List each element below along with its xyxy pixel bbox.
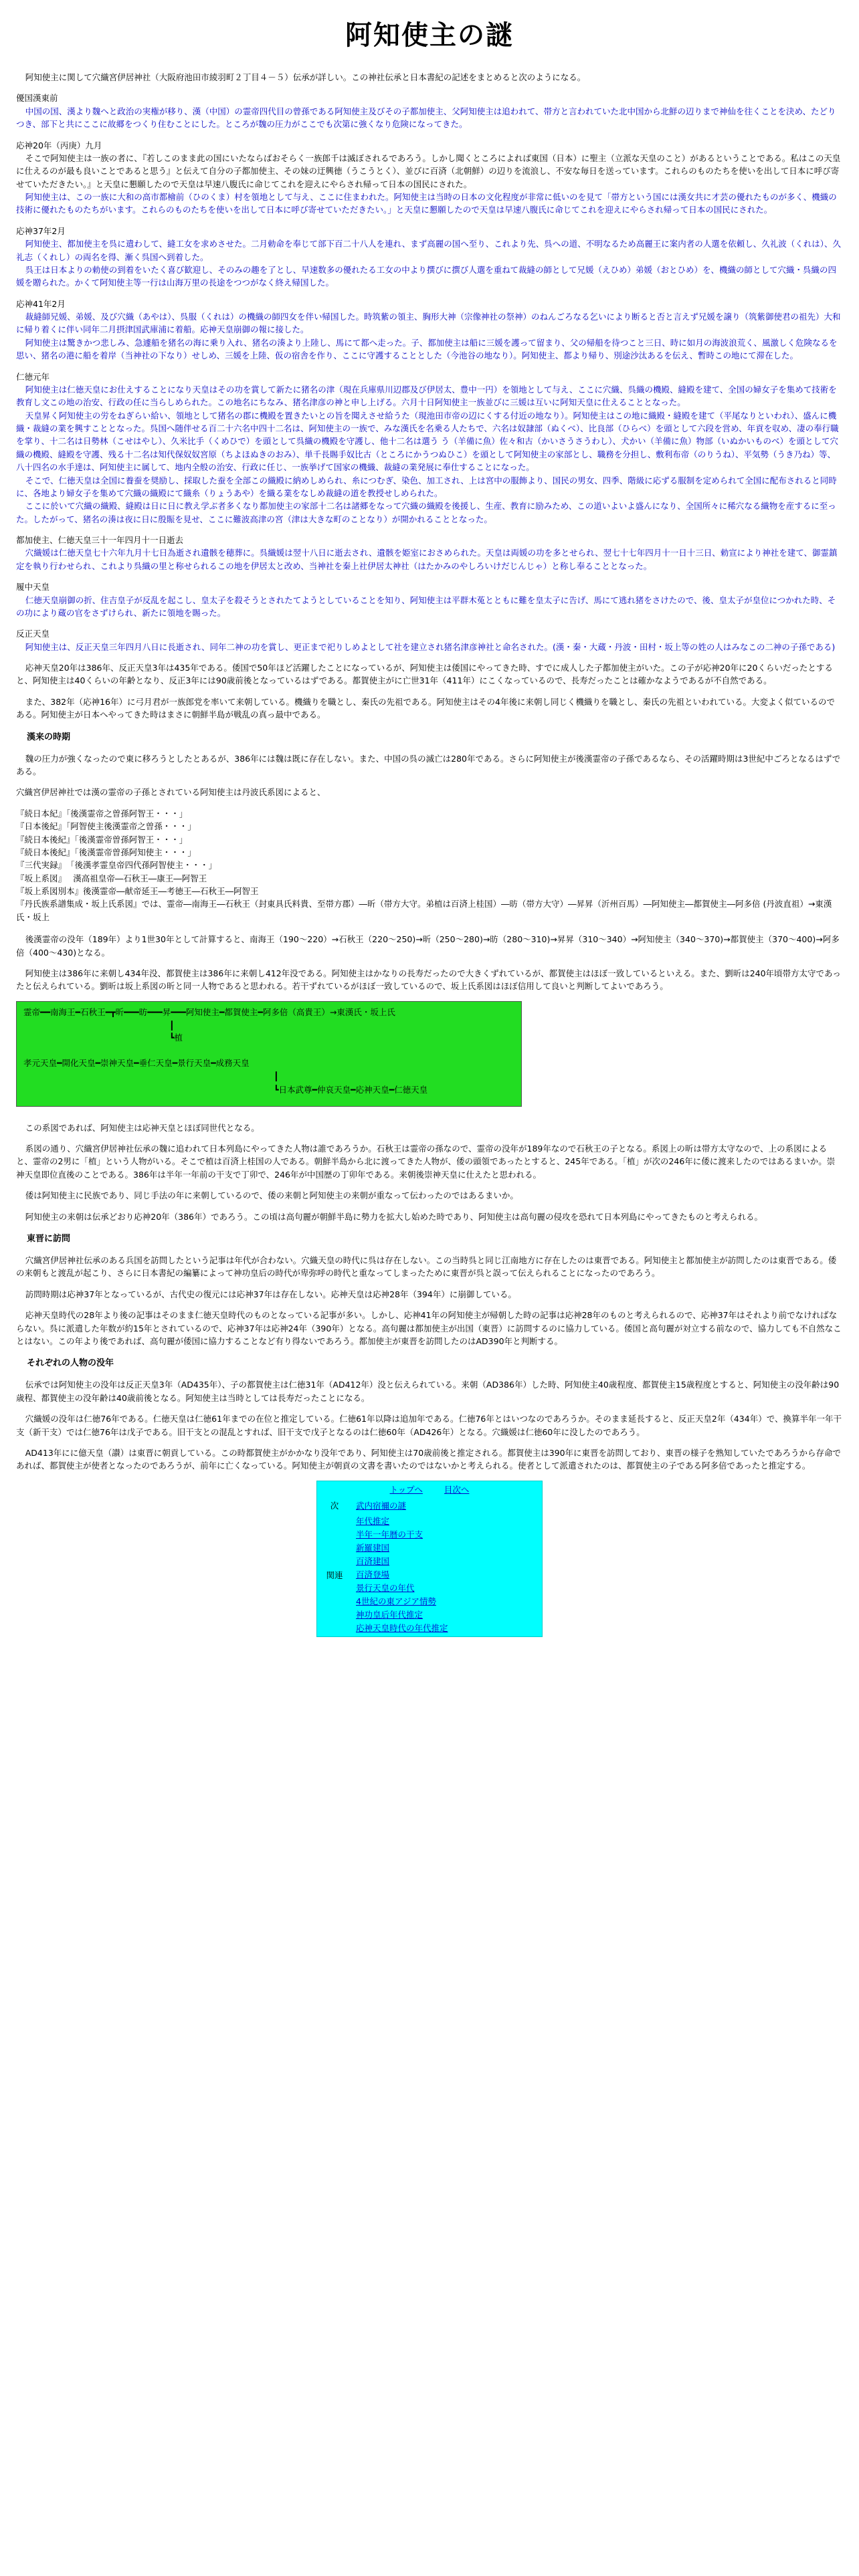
legend-section bbox=[16, 225, 843, 290]
tojin-para-1: 穴織宮伊居神社伝承のある兵国を訪問したという記事は年代が合わない。穴織天皇の時代に呉は存在しない。この当時呉と同じ江南地方に存在したのは東晋である。阿知使主と都加使主が訪問したのは東晋である。倭の来朝もと渡乱が起こり、さらに日本書紀の編纂によって神功皇后の時代が卑弥呼の時代と重なってしまったために東晋が呉と誤って伝えられることになったのであろう。 bbox=[16, 1255, 837, 1279]
genealogy-intro: 穴織宮伊居神社では漢の霊帝の子孫とされている阿知使主は丹波氏系図によると、 bbox=[16, 787, 326, 798]
page-title: 阿知使主の謎 bbox=[345, 20, 514, 51]
section-header: 仁徳元年 bbox=[16, 371, 50, 382]
section-header: 応神41年2月 bbox=[16, 298, 66, 309]
related-links bbox=[352, 1513, 542, 1636]
section-header: 応神20年（丙庚）九月 bbox=[16, 140, 102, 150]
lineage-line: ┃ bbox=[169, 1020, 175, 1031]
section-header: 優国漢東前 bbox=[16, 93, 58, 104]
legend-section bbox=[16, 580, 843, 619]
genealogy-line: 『続日本紀』「後漢霊帝之曽孫阿智王・・・」 bbox=[16, 808, 188, 819]
lineage-line: 霊帝━━南海王━石秋王━┳昕━━━昉━━━昇━━━阿知使主━都賀使主━阿多倍（高貴王）→東漢氏・坂上氏 bbox=[23, 1006, 395, 1017]
section-paragraph: 阿知使主、都加使主を呉に遣わして、縫工女を求めさせた。二月勅命を奉じて部下百二十八人を連れ、まず高麗の国へ至り、これより先、呉への道、不明なるため高麗王に案内者の人選を依頼し、久礼波（くれは）、久礼志（くれし）の両名を得、漸く呉国へ到着した。 bbox=[16, 239, 842, 262]
genealogy-line: 『続日本後紀』「後漢霊帝曽孫阿知使主・・・」 bbox=[16, 847, 196, 857]
section-header: 履中天皇 bbox=[16, 582, 50, 593]
related-link[interactable]: 応神天皇時代の年代推定 bbox=[356, 1623, 448, 1634]
nav-related-label: 関連 bbox=[326, 1570, 343, 1580]
after-chart-2: 系図の通り、穴織宮伊居神社伝承の魏に追われて日本列島にやってきた人物は誰であろうか。石秋王は霊帝の孫なので、霊帝の没年が189年なので石秋王の子となる。系図上の昕は帯方太守なので、上の系図によると、霊帝の2男に「植」という人物がいる。そこで植は百済上桂国の人である。朝鮮半島から北に渡ってきた人物が、倭の頭領であったとすると、245年である。「植」が次の246年に倭に渡来したのではあるまいか。崇神天皇即位直後のことである。386年は半年一年前の干支で丁卯で、246年が中国歴の丁卯年である。来朝後崇神天皇に仕えたと思われる。 bbox=[16, 1144, 836, 1180]
link-next[interactable]: 武内宿禰の謎 bbox=[356, 1501, 407, 1511]
related-link-row bbox=[356, 1515, 538, 1528]
legend-section bbox=[16, 92, 843, 130]
legend-section bbox=[16, 139, 843, 217]
related-link[interactable]: 4世紀の東アジア情勢 bbox=[356, 1596, 436, 1607]
botsunen-para-3: AD413年にに億天皇（讃）は東晋に朝貢している。この時都賀使主がかかなり没年であり、阿知使主は70歳前後と推定される。都賀使主は390年に東晋を訪問しており、東晋の様子を熟知していたであろうから存命であれば、都賀使主が使者となったのであろうが、前年に亡くなっている。阿知使主が朝貢の文書を書いたのではないかと考えられる。使者として派遣されたのは、都賀使主の子である阿多倍であったと推定する。 bbox=[16, 1447, 842, 1471]
section-paragraph: 中国の国、漢より魏へと政治の実権が移り、漢（中国）の霊帝四代目の曾孫である阿知使主及びその子都加使主、父阿知使主は追われて、帯方と言われていた北中国から北鮮の辺りまで神仙を往くことを決め、たどりつき、部下と共にここに故郷をつくり住むことにした。ところが魏の圧力がここでも次第に強くなり危険になってきた。 bbox=[16, 106, 836, 130]
section-paragraph: 天皇昇く阿知使主の労をねぎらい給い、領地として猪名の郡に機殿を置きたいとの旨を聞えさせ給うた（現池田市帝の辺にくする付近の地なり）。阿知使主はこの地に織殿・縫殿を建て（平尾なりといわれ）、盛んに機織・裁縫の業を興すこととなった。呉国へ随伴せる百二十六名中四十二名は、阿知使主の一族で、みな漢氏を名乗る人たちで、六名は奴隷部（ぬくべ）、比良部（ひらべ）を頭として六段を営め、年貢を収め、凄の奉行職を掌り、十二名は日勢林（こせはやし）、久米比手（くめひで）を頭として呉織の機殿を守護し、他十二名は選う う（羊備に魚）佐々和古（かいさうさうわし）、犬かい（羊備に魚）物部（いぬかいものべ）を頭として穴織の機殿、縫殿を守護、残る十二名は知代保奴奴宮原（ちよほぬきのおみ）、単千長賜手奴比古（ところにかうつぬひこ）を頭として阿知使主の家部とし、職務を分担し、敷利布帝（のりうね）、平気勢（うき乃ね）等、八十四名の水手達は、阿知使主に属して、地内全般の治安、行政に任じ、一族挙げて国家の機織、裁縫の業発展に奉仕することになった。 bbox=[16, 410, 839, 473]
analysis-para-2: また、382年（応神16年）に弓月君が一族郎党を率いて来朝している。機織りを職とし、秦氏の先祖である。阿知使主はその4年後に来朝し同じく機織りを職とし、秦氏の先祖といわれている。大変よく似ているのである。阿知使主が日本へやってきた時はまさに朝鮮半島が戦乱の真っ最中である。 bbox=[16, 696, 835, 720]
genealogy-list bbox=[16, 807, 843, 924]
section-paragraph: 裁縫師兄媛、弟媛、及び穴織（あやは）、呉服（くれは）の機織の師四女を伴い帰国した。時筑紫の領主、胸形大神（宗像神社の祭神）のねんごろなる乞いにより断ると否と言えず兄媛を譲り（筑紫御使君の祖先）大和に帰り着くに伴い同年二月摂津国武庫浦に着船。応神天皇崩御の報に接した。 bbox=[16, 312, 841, 335]
genealogy-line: 『三代実録』 「後漢孝霊皇帝四代孫阿智使主・・・」 bbox=[16, 860, 217, 871]
related-link-row bbox=[356, 1528, 538, 1541]
related-link-row bbox=[356, 1595, 538, 1608]
lineage-line: ┃ bbox=[274, 1071, 279, 1081]
section-paragraph: 呉王は日本よりの勅使の到着をいたく喜び歓迎し、そのみの趣を了とし、早速数多の優れたる工女の中より撰びに撰び人選を重ねて裁縫の師として兄媛（えひめ）弟媛（おとひめ）を、機織の師として穴織・呉織の四媛を贈られた。かくて阿知使主等一行は山海万里の長途をつつがなく終え帰国した。 bbox=[16, 264, 836, 288]
nav-next-label: 次 bbox=[330, 1501, 339, 1511]
section-header: 応神37年2月 bbox=[16, 225, 66, 236]
section-paragraph: 仁徳天皇崩御の折、住吉皇子が反乱を起こし、皇太子を殺そうとされたてようとしていることを知り、阿知使主は平群木菟とともに難を皇太子に告げ、馬にて逃れ猪をさけたので、後、皇太子が皇位につかれた時、その功により蔵の官をさずけられ、新たに領地を賜った。 bbox=[16, 595, 836, 618]
related-link-row bbox=[356, 1608, 538, 1622]
related-link[interactable]: 景行天皇の年代 bbox=[356, 1583, 415, 1594]
related-link[interactable]: 新羅建国 bbox=[356, 1543, 390, 1553]
link-index[interactable]: 目次へ bbox=[444, 1484, 470, 1495]
genealogy-after-1: 後漢霊帝の没年（189年）より1世30年として計算すると、南海王（190～220）→石秋王（220～250)→昕（250～280)→昉（280～310)→昇昇（310～340）→阿知使主（340～370)→都賀使主（370～400)→阿多倍（400～430)となる。 bbox=[16, 934, 840, 958]
link-top[interactable]: トップへ bbox=[389, 1484, 423, 1495]
related-link[interactable]: 百済建国 bbox=[356, 1556, 390, 1567]
heading-kanki: 漢来の時期 bbox=[27, 732, 71, 742]
legend-section bbox=[16, 627, 843, 653]
section-paragraph: 阿知使主は仁徳天皇にお仕えすることになり天皇はその功を賞して新たに猪名の津（現在兵庫県川辺郡及び伊居太、豊中一円）を領地として与え、ここに穴織、呉織の機殿、縫殿を建て、全国の婦女子を集めて技術を教育し文この地の治安、行政の任に当らしめられた。この地名にちなみ、猪名津彦の神と申し上げる。六月十日阿知使主一族並びに三媛は互いに阿知天皇に仕えることとなった。 bbox=[16, 384, 837, 408]
kanki-para-1: 魏の圧力が強くなったので東に移ろうとしたとあるが、386年には魏は既に存在しない。また、中国の呉の滅亡は280年である。さらに阿知使主が後漢霊帝の子孫であるなら、その活躍時期は3世紀中ごろとなるはずである。 bbox=[16, 753, 841, 777]
related-link-row bbox=[356, 1568, 538, 1582]
section-paragraph: ここに於いて穴織の織殿、縫殿は日に日に教え学ぶ者多くなり都加使主の家部十二名は諸郷をなって穴織の織殿を後援し、生産、教育に励みため、この道いよいよ盛んになり、全国所々に稀穴なる織物を産するに至った。したがって、猪名の湊は夜に日に殷賑を見せ、ここに難波高津の宮（津は大きな町のことなり）が開かれることとなった。 bbox=[16, 501, 836, 524]
section-paragraph: 穴織媛は仁徳天皇七十六年九月十七日為逝され遺骸を穂葬に。呉織媛は翌十八日に逝去され、遺骸を姫室におさめられた。天皇は両媛の功を多とせられ、翌七十七年四月十一日十三日、勅宣により神社を建て、御霊鎮定を執り行わせられ、これより呉織の里と称せられるこの地を伊居太と改め、当神社を秦上社伊居太神社（はたかみのやしろいけだじんじゃ）と称し奉ることとなった。 bbox=[16, 548, 838, 571]
related-link[interactable]: 百済登場 bbox=[356, 1570, 390, 1580]
genealogy-line: 『続日本後紀』「後漢霊帝曽孫阿智王・・・」 bbox=[16, 834, 188, 845]
section-paragraph: そこで阿知使主は一族の者に、『若しこのまま此の国にいたならばおそらく一族郎千は滅ぼされるであろう。しかし聞くところによれば東国（日本）に聖主（立派な天皇のこと）があるということである。私はこの天皇に仕えるのが最も良いことであると思う』と伝えて自分の子都加使主、その妹の迂興徳（うこうとく）、並びに百済（北朝鮮）の辺りを流浪し、不安な毎日を送っています。これらのものたちを使いを出して日本に呼び寄せていただきたい。』と天皇に懇願したので天皇は早速八腹氏に命じてこれを迎えにやらされ帰って日本の国民にされた。 bbox=[16, 152, 841, 189]
related-link[interactable]: 半年一年暦の干支 bbox=[356, 1529, 423, 1540]
heading-tojin: 東晋に訪問 bbox=[27, 1233, 71, 1244]
section-paragraph: 阿知使主は驚きかつ悲しみ、急遽船を猪名の海に乗り入れ、猪名の湊より上陸し、馬にて都へ走った。子、都加使主は船に三媛を護って留まり、父の帰船を待つこと三日、時に如月の海波浪荒く、風激しく危険なるを思い、猪名の港に船を着岸（当神社の下なり）せしめ、三媛を上陸、仮の宿舎を作り、ここに守護することとした（今池谷の地なり）。阿知使主、都より帰り、別途沙汰あるを伝え、暫時この地にて滞在した。 bbox=[16, 337, 838, 361]
botsunen-para-2: 穴織媛の没年は仁徳76年である。仁徳天皇は仁徳61年までの在位と推定している。仁徳61年以降は追加年である。仁徳76年とはいつなのであろうか。そのまま延長すると、反正天皇2年（434年）で、換算半年一年干支（新干支）では仁徳76年は戊子である。旧干支との混乱とすれば、旧干支で戊子となるのは仁徳60年（AD426年）となる。穴織媛は仁徳60年に没したのであろう。 bbox=[16, 1414, 842, 1437]
lineage-line: ┗植 bbox=[169, 1032, 183, 1043]
genealogy-line: 『日本後紀』「阿智使主後漢霊帝之曽孫・・・」 bbox=[16, 821, 196, 832]
lineage-line: 孝元天皇━開化天皇━崇神天皇━垂仁天皇━景行天皇━成務天皇 bbox=[23, 1057, 250, 1068]
section-header: 都加使主、仁徳天皇三十一年四月十一日逝去 bbox=[16, 535, 184, 545]
lineage-line: ┗日本武尊━仲哀天皇━応神天皇━仁徳天皇 bbox=[274, 1084, 428, 1095]
legend-section bbox=[16, 534, 843, 572]
heading-botsunen: それぞれの人物の没年 bbox=[27, 1358, 114, 1369]
legend-sections bbox=[16, 92, 843, 653]
genealogy-line: 『坂上系図』 漢高祖皇帝―石秋王―康王―阿智王 bbox=[16, 873, 207, 883]
related-link[interactable]: 年代推定 bbox=[356, 1516, 390, 1527]
section-header: 反正天皇 bbox=[16, 629, 50, 639]
intro-text: 阿知使主に関して穴織宮伊居神社（大阪府池田市綾羽町２丁目４－５）伝承が詳しい。この神社伝承と日本書紀の記述をまとめると次のようになる。 bbox=[25, 72, 586, 82]
section-paragraph: そこで、仁徳天皇は全国に養蚕を奨励し、採取した蚕を全部この織殿に納めしめられ、糸につむぎ、染色、加工され、上は宮中の服飾より、国民の男女、四季、階級に応ずる服制を定められて全国に配布されると同時に、各地より婦女子を集めて穴織の織殿にて織糸（りょうあや）を織る業をなしめ裁縫の道を教授せしめられた。 bbox=[16, 475, 837, 498]
related-link-row bbox=[356, 1541, 538, 1555]
section-paragraph: 阿知使主は、反正天皇三年四月八日に長逝され、同年二神の功を賞し、更正まで祀りしめよとして社を建立され猪名津彦神社と命名された。(漢・秦・大蔵・丹波・田村・坂上等の姓の人はみなこの二神の子孫である) bbox=[25, 641, 836, 652]
legend-section bbox=[16, 298, 843, 362]
tojin-para-2: 訪問時期は応神37年となっているが、古代史の復元には応神37年は存在しない。応神天皇は応神28年（394年）に崩御している。 bbox=[25, 1289, 516, 1299]
related-link-row bbox=[356, 1622, 538, 1635]
analysis-para-1: 応神天皇20年は386年、反正天皇3年は435年である。倭国で50年ほど活躍したことになっているが、阿知使主は倭国にやってきた時、すでに成人した子都加使主がいた。この子が応神20年に20くらいだったとすると、阿知使主は40くらいの年齢となり、反正3年には90歳前後となっているはずである。都賀使主がに亡世31年（411年）にこくなっているので、長寿だったことは確かなようであるが不自然である。 bbox=[16, 663, 833, 686]
genealogy-after-2: 阿知使主は386年に来朝し434年没、都賀使主は386年に来朝し412年没である。阿知使主はかなりの長寿だったので大きくずれているが、都賀使主はほぼ一致しているといえる。また、劉昕は240年頃帯方太守であったと伝えられている。劉昕は坂上系図の昕と同一人物であると思われる。若干ずれているがほぼ一致しているので、坂上氏系図はほぼ信用して良いと判断してよいであろう。 bbox=[16, 968, 841, 992]
nav-top-row bbox=[317, 1481, 542, 1498]
related-link-row bbox=[356, 1582, 538, 1595]
genealogy-line: 『丹氏族系譜集成・坂上氏系図』では、霊帝―南海王―石秋王（封東具氏料貴、至帯方郡）―昕（帯方大守。弟植は百済上桂国）―昉（帯方大守）―昇昇（沂州百馬）―阿知使主―都賀使主―阿多倍 (丹波直祖）→東漢氏・坂上 bbox=[16, 899, 832, 922]
tojin-para-3: 応神天皇時代の28年より後の記事はそのまま仁徳天皇時代のものとなっている記事が多い。しかし、応神41年の阿知使主が帰朝した時の記事は応神28年のものと考えられるので、応神37年はそれより前でなければならない。呉に派遣した年数が約15年とされているので、応神37年は応神24年（390年）となる。高句麗は都加使主が出国（東晋）に訪問するのに協力している。倭国と高句麗が対立する前なので、協力しても不自然なことはない。この年より後であれば、高句麗が倭国に協力することなど有り得ないであろう。都加使主が東晋を訪問したのはAD390年と判断する。 bbox=[16, 1310, 842, 1346]
related-link[interactable]: 神功皇后年代推定 bbox=[356, 1610, 423, 1620]
after-chart-3: 倭は阿知使主に民族であり、同じ手法の年に来朝しているので、倭の来朝と阿知使主の来朝が重なって伝わったのではあるまいか。 bbox=[25, 1190, 518, 1201]
page bbox=[0, 15, 859, 1911]
lineage-chart bbox=[16, 1001, 522, 1107]
after-chart-1: この系図であれば、阿知使主は応神天皇とほぼ同世代となる。 bbox=[25, 1122, 260, 1133]
genealogy-line: 『坂上系図別本』後漢霊帝―献帝延王―考徳王―石秋王―阿智王 bbox=[16, 886, 259, 897]
related-link-row bbox=[356, 1555, 538, 1568]
after-chart-4: 阿知使主の来朝は伝承どおり応神20年（386年）であろう。この頃は高句麗が朝鮮半島に勢力を拡大し始めた時であり、阿知使主は高句麗の侵攻を恐れて日本列島にやってきたものと考えられる。 bbox=[25, 1211, 763, 1222]
section-paragraph: 阿知使主は、この一族に大和の高市都檜前（ひのくま）村を領地として与え、ここに住まわれた。阿知使主は当時の日本の文化程度が非常に低いのを見て「帯方という国には漢女共に才芸の優れたものが多く、機織の技術に優れたものたちがいます。これらのものたちを使いを出して日本に呼び寄せていただきたい。」と天皇に懇願したので天皇は早速八腹氏に命じてこれを迎えにやらされ帰って日本の国民にされた。 bbox=[16, 192, 837, 215]
legend-section bbox=[16, 370, 843, 526]
nav-table bbox=[317, 1498, 542, 1636]
botsunen-para-1: 伝承では阿知使主の没年は反正天皇3年（AD435年）、子の都賀使主は仁徳31年（AD412年）没と伝えられている。来朝（AD386年）した時、阿知使主40歳程度、都賀使主15歳程度とすると、阿知使主の没年齢は90歳程、都賀使主の没年齢は40歳前後となる。阿知使主は当時としては長寿だったことになる。 bbox=[16, 1380, 840, 1403]
navigation-box bbox=[316, 1481, 543, 1638]
